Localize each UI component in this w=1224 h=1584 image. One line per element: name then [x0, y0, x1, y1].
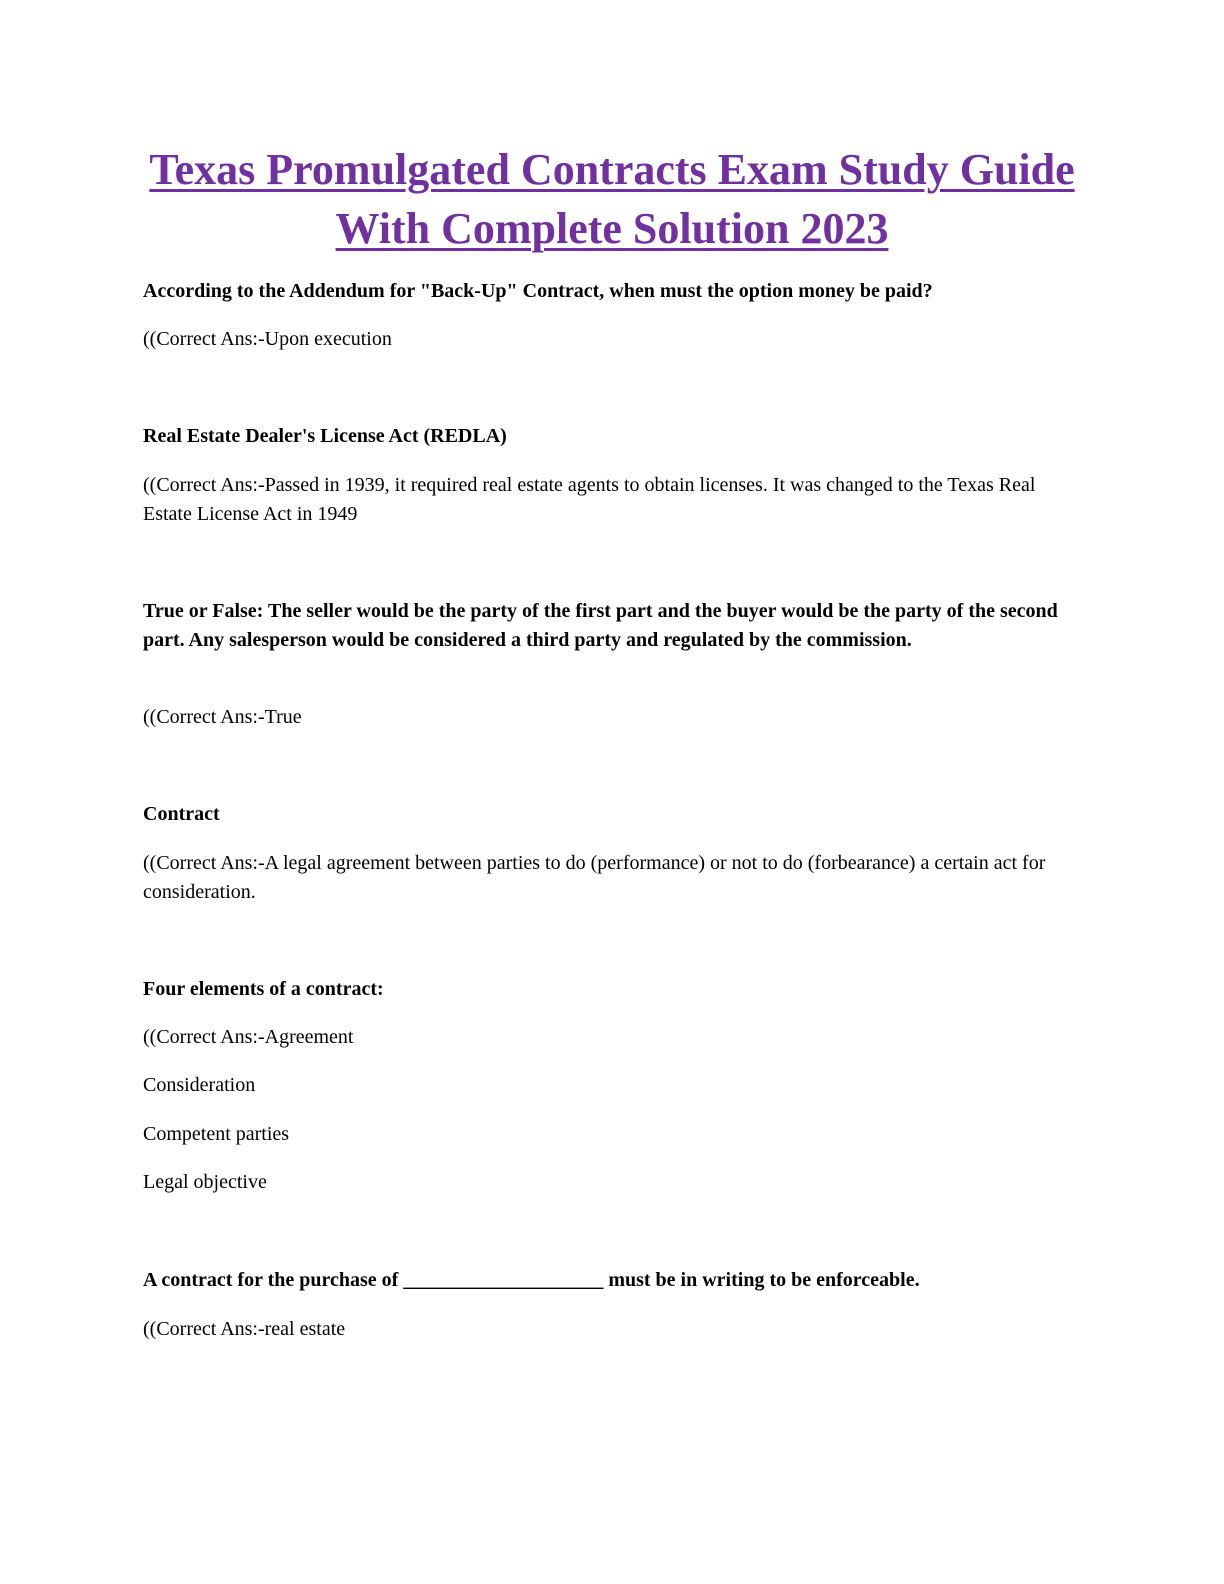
question-6: A contract for the purchase of ____________________ must be in writing to be enforceable. [143, 1269, 920, 1291]
question-3: True or False: The seller would be the party of the first part and the buyer would be the party of the second part. Any salesperson would be considered a third party and regulated by the commission. [143, 600, 1058, 651]
answer-5-line-3: Competent parties [143, 1123, 290, 1145]
title-line-2: With Complete Solution 2023 [335, 204, 889, 253]
question-1: According to the Addendum for "Back-Up" Contract, when must the option money be paid? [143, 280, 933, 302]
answer-2: ((Correct Ans:-Passed in 1939, it required real estate agents to obtain licenses. It was changed to the Texas Real Estate License Act in 1949 [143, 474, 1036, 525]
answer-5: ((Correct Ans:-Agreement [143, 1026, 354, 1048]
title-line-1: Texas Promulgated Contracts Exam Study Guide [149, 145, 1075, 194]
question-5: Four elements of a contract: [143, 978, 384, 1000]
question-2: Real Estate Dealer's License Act (REDLA) [143, 425, 507, 447]
answer-3: ((Correct Ans:-True [143, 706, 302, 728]
answer-5-line-2: Consideration [143, 1074, 256, 1096]
question-4: Contract [143, 803, 220, 825]
answer-5-line-4: Legal objective [143, 1171, 267, 1193]
answer-6: ((Correct Ans:-real estate [143, 1318, 346, 1340]
answer-1: ((Correct Ans:-Upon execution [143, 328, 392, 350]
answer-4: ((Correct Ans:-A legal agreement between parties to do (performance) or not to do (forbearance) a certain act for consideration. [143, 852, 1046, 903]
document-title [100, 140, 1124, 258]
